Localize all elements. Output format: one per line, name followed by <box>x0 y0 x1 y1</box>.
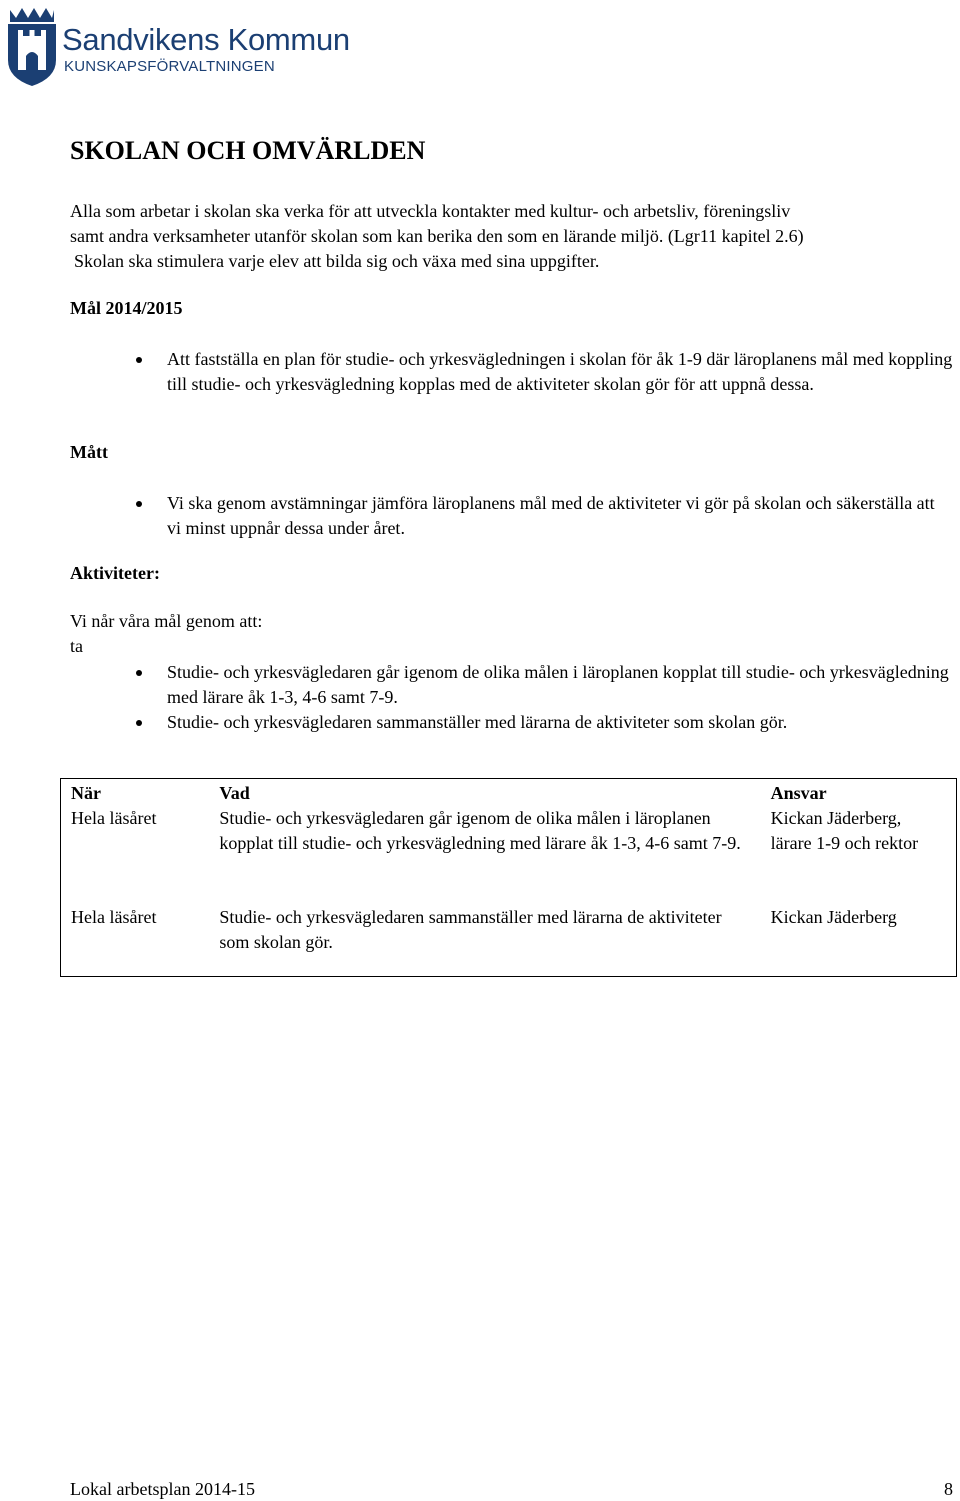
bullet-icon <box>136 357 142 363</box>
measure-text: Vi ska genom avstämningar jämföra läroplanens mål med de aktiviteter vi gör på skolan och säkerställa att vi minst uppnår dessa under året. <box>167 493 935 538</box>
activity-plan-table <box>60 778 957 977</box>
intro-line-2: samt andra verksamheter utanför skolan som kan berika den som en lärande miljö. (Lgr11 kapitel 2.6) <box>70 226 804 246</box>
bullet-icon <box>136 501 142 507</box>
measure-list <box>136 491 936 541</box>
footer-document-name: Lokal arbetsplan 2014-15 <box>70 1479 255 1499</box>
bullet-icon <box>136 720 142 726</box>
cell-responsible: Kickan Jäderberg <box>770 907 897 927</box>
cell-what: Studie- och yrkesvägledaren sammanställer med lärarna de aktiviteter som skolan gör. <box>219 907 722 952</box>
header-when: När <box>71 783 101 803</box>
logo-name: Sandvikens Kommun <box>62 22 350 57</box>
footer-page-number: 8 <box>944 1479 953 1499</box>
header-responsible: Ansvar <box>770 783 827 803</box>
intro-line-1: Alla som arbetar i skolan ska verka för att utveckla kontakter med kultur- och arbetsliv, föreningsliv <box>70 201 791 221</box>
cell-when: Hela läsåret <box>71 907 157 927</box>
bullet-icon <box>136 670 142 676</box>
page-title: SKOLAN OCH OMVÄRLDEN <box>70 136 426 165</box>
measure-heading: Mått <box>70 442 108 462</box>
activities-list <box>136 660 958 735</box>
logo-subtitle: KUNSKAPSFÖRVALTNINGEN <box>64 58 275 75</box>
goal-list <box>136 347 954 397</box>
intro-line-3: Skolan ska stimulera varje elev att bilda sig och växa med sina uppgifter. <box>74 251 600 271</box>
cell-responsible: Kickan Jäderberg, lärare 1-9 och rektor <box>770 808 919 853</box>
table-header-row <box>61 779 957 807</box>
goal-list-item <box>136 347 954 397</box>
table-row <box>61 806 957 905</box>
header-what: Vad <box>219 783 250 803</box>
activity-text: Studie- och yrkesvägledaren sammanställer med lärarna de aktiviteter som skolan gör. <box>167 712 788 732</box>
activity-text: Studie- och yrkesvägledaren går igenom de olika målen i läroplanen kopplat till studie- och yrkesvägledning med lärare åk 1-3, 4-6 samt 7-9. <box>167 662 949 707</box>
goal-text: Att fastställa en plan för studie- och yrkesvägledningen i skolan för åk 1-9 där läroplanens mål med koppling till studie- och yrkesvägledning kopplas med de aktiviteter skolan gör för att uppnå dessa. <box>167 349 953 394</box>
goal-heading: Mål 2014/2015 <box>70 298 183 318</box>
table-row <box>61 905 957 977</box>
activities-intro: Vi når våra mål genom att: <box>70 611 263 631</box>
coat-of-arms-icon <box>4 6 60 86</box>
activities-stray-text: ta <box>70 636 83 656</box>
activities-list-item <box>136 660 958 710</box>
cell-when: Hela läsåret <box>71 808 157 828</box>
measure-list-item <box>136 491 936 541</box>
activities-list-item <box>136 710 958 735</box>
cell-what: Studie- och yrkesvägledaren går igenom de olika målen i läroplanen kopplat till studie- och yrkesvägledning med lärare åk 1-3, 4-6 samt 7-9. <box>219 808 741 853</box>
activities-heading: Aktiviteter: <box>70 563 160 583</box>
